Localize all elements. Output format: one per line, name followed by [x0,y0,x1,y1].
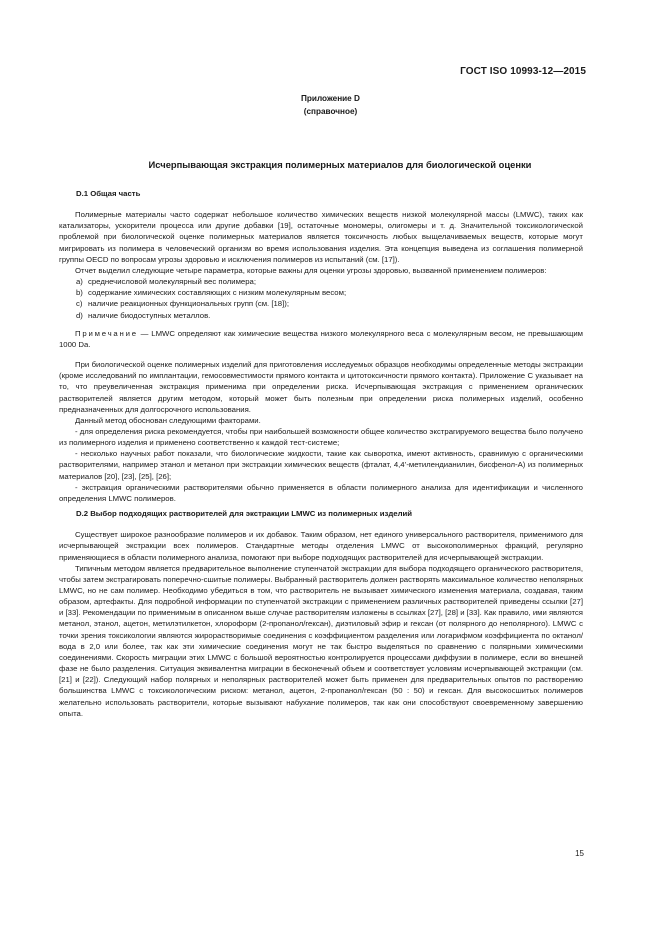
paragraph: - несколько научных работ показали, что биологические жидкости, такие как сыворотка, имеют активность, сравнимую с органическими растворителями, например этанол и метанол при экстракции химических веществ (фталат, 4,4’-метилендианилин, бисфенол-А) из полимерных материалов [20], [23], [25], [26]; [59,449,583,481]
list-item [59,310,583,321]
list-item-text: содержание химических составляющих с низким молекулярным весом; [88,288,347,298]
appendix-title: Приложение D [301,94,360,103]
paragraph: Полимерные материалы часто содержат небольшое количество химических веществ низкой молекулярной массы (LMWC), таких как катализаторы, ускорители процесса или другие добавки [19], остаточные мономеры, олигомеры и т. д. Значительной токсикологической проблемой при биологической оценке полимерных материалов является токсичность любых выщелачиваемых веществ, которые могут мигрировать из полимера в человеческий организм во время использования изделия. Эта концепция выведена из соглашения полимерной группы OECD по вопросам угрозы здоровью и исключения полимеров из испытаний (см. [17]). [59,210,583,264]
list-marker: d) [76,310,83,320]
section-heading-d1: D.1 Общая часть [76,189,141,198]
list-item [59,298,583,309]
list-item-text: наличие биодоступных металлов. [88,310,211,320]
page-number: 15 [575,849,584,858]
list-item-text: наличие реакционных функциональных групп (см. [18]); [88,299,289,309]
standard-designation: ГОСТ ISO 10993-12—2015 [460,66,586,77]
appendix-subtitle: (справочное) [303,107,358,116]
paragraph: - экстракция органическими растворителями обычно применяется в области полимерного анализа для идентификации и численного определения LMWC полимеров. [59,482,583,503]
paragraph: - для определения риска рекомендуется, чтобы при наибольшей возможности общее количество экстрагируемого вещества было получено из полимерного изделия и применено соответственно к каждой тест-системе; [59,426,583,448]
paragraph: Существует широкое разнообразие полимеров и их добавок. Таким образом, нет единого универсального растворителя, применимого для исчерпывающей экстракции всех полимеров. Стандартные методы отделения LMWC от высокополимерных фракций, регулярно применяющиеся в области полимерного анализа, помогают при выборе подходящих растворителей для исчерпывающей экстракции. [59,530,583,562]
list-marker: a) [76,277,83,287]
paragraph: Типичным методом является предварительное выполнение ступенчатой экстракции для выбора подходящего органического растворителя, чтобы затем экстрагировать поперечно-сшитые полимеры. Выбранный растворитель должен растворять максимальное количество неполярных LMWC, но не сам полимер. Необходимо убедиться в том, что растворитель не вызывает химического изменения материала, создавая, таким образом, артефакты. Для подробной информации по ступенчатой экстракции с применением различных растворителей приведены ссылки [27] и [33]. Рекомендации по применимым в описанном выше случае растворителям изложены в ссылках [27], [28] и [33]. Как правило, ими являются метанол, этанол, ацетон, метилэтилкетон, хлороформ (2-пропанол/гексан), диэтиловый эфир и гексан (от полярного до неполярного). LMWC с точки зрения токсикологии являются жирорастворимые соединения с коэффициентом разделения или логарифмом коэффициента по октанол/вода в 2,0 или более, так как эти химические соединения могут не так быстро выделяться по сравнению с полярными химическими соединениями. Скорость миграции этих LMWC с большой вероятностью контролируется процессами диффузии в полимере, если во внешней фазе не было разделения. Ситуация эквивалентна миграции в бесконечный объем и соответствует условиям исчерпывающей экстракции (см. [21] и [22]). Следующий набор полярных и неполярных растворителей может быть применен для предварительных опытов по растворению большинства LMWC с токсикологическим риском: метанол, ацетон, 2-пропанол/гексан (50 : 50) и гексан. Для высокосшитых полимеров желательно использовать растворители, которые вызывают набухание полимеров, так как они способствуют своевременному завершению опыта. [59,563,583,718]
list-marker: c) [76,299,83,309]
section-heading-d2: D.2 Выбор подходящих растворителей для экстракции LMWC из полимерных изделий [76,509,413,519]
document-title: Исчерпывающая экстракция полимерных материалов для биологической оценки [148,159,532,170]
paragraph: Данный метод обоснован следующими факторами. [75,415,261,425]
note [59,328,583,350]
note-text: — LMWC определяют как химические вещества низкого молекулярного веса с молекулярным весом, не превышающим 1000 Da. [59,328,583,349]
body-text [59,185,583,719]
list-item-text: среднечисловой молекулярный вес полимера; [88,277,256,287]
list-item [59,287,583,298]
list-item [59,276,583,287]
paragraph: При биологической оценке полимерных изделий для приготовления исследуемых образцов необходимы определенные методы экстракции (кроме исследований по имплантации, гемосовместимости прямого контакта и цитотоксичности прямого контакта). Приложение С указывает на то, что преувеличенная экстракция применима при определении риска. Исчерпывающая экстракция с применением органических растворителей является другим методом, который может быть полезным при определении риска полимерных изделий, особенно предназначенных для долгосрочного использования. [59,360,583,414]
paragraph: Отчет выделил следующие четыре параметра, которые важны для оценки угрозы здоровью, вызванной применением полимеров: [75,265,547,275]
list-marker: b) [76,288,83,298]
note-label: Примечание [75,328,138,338]
